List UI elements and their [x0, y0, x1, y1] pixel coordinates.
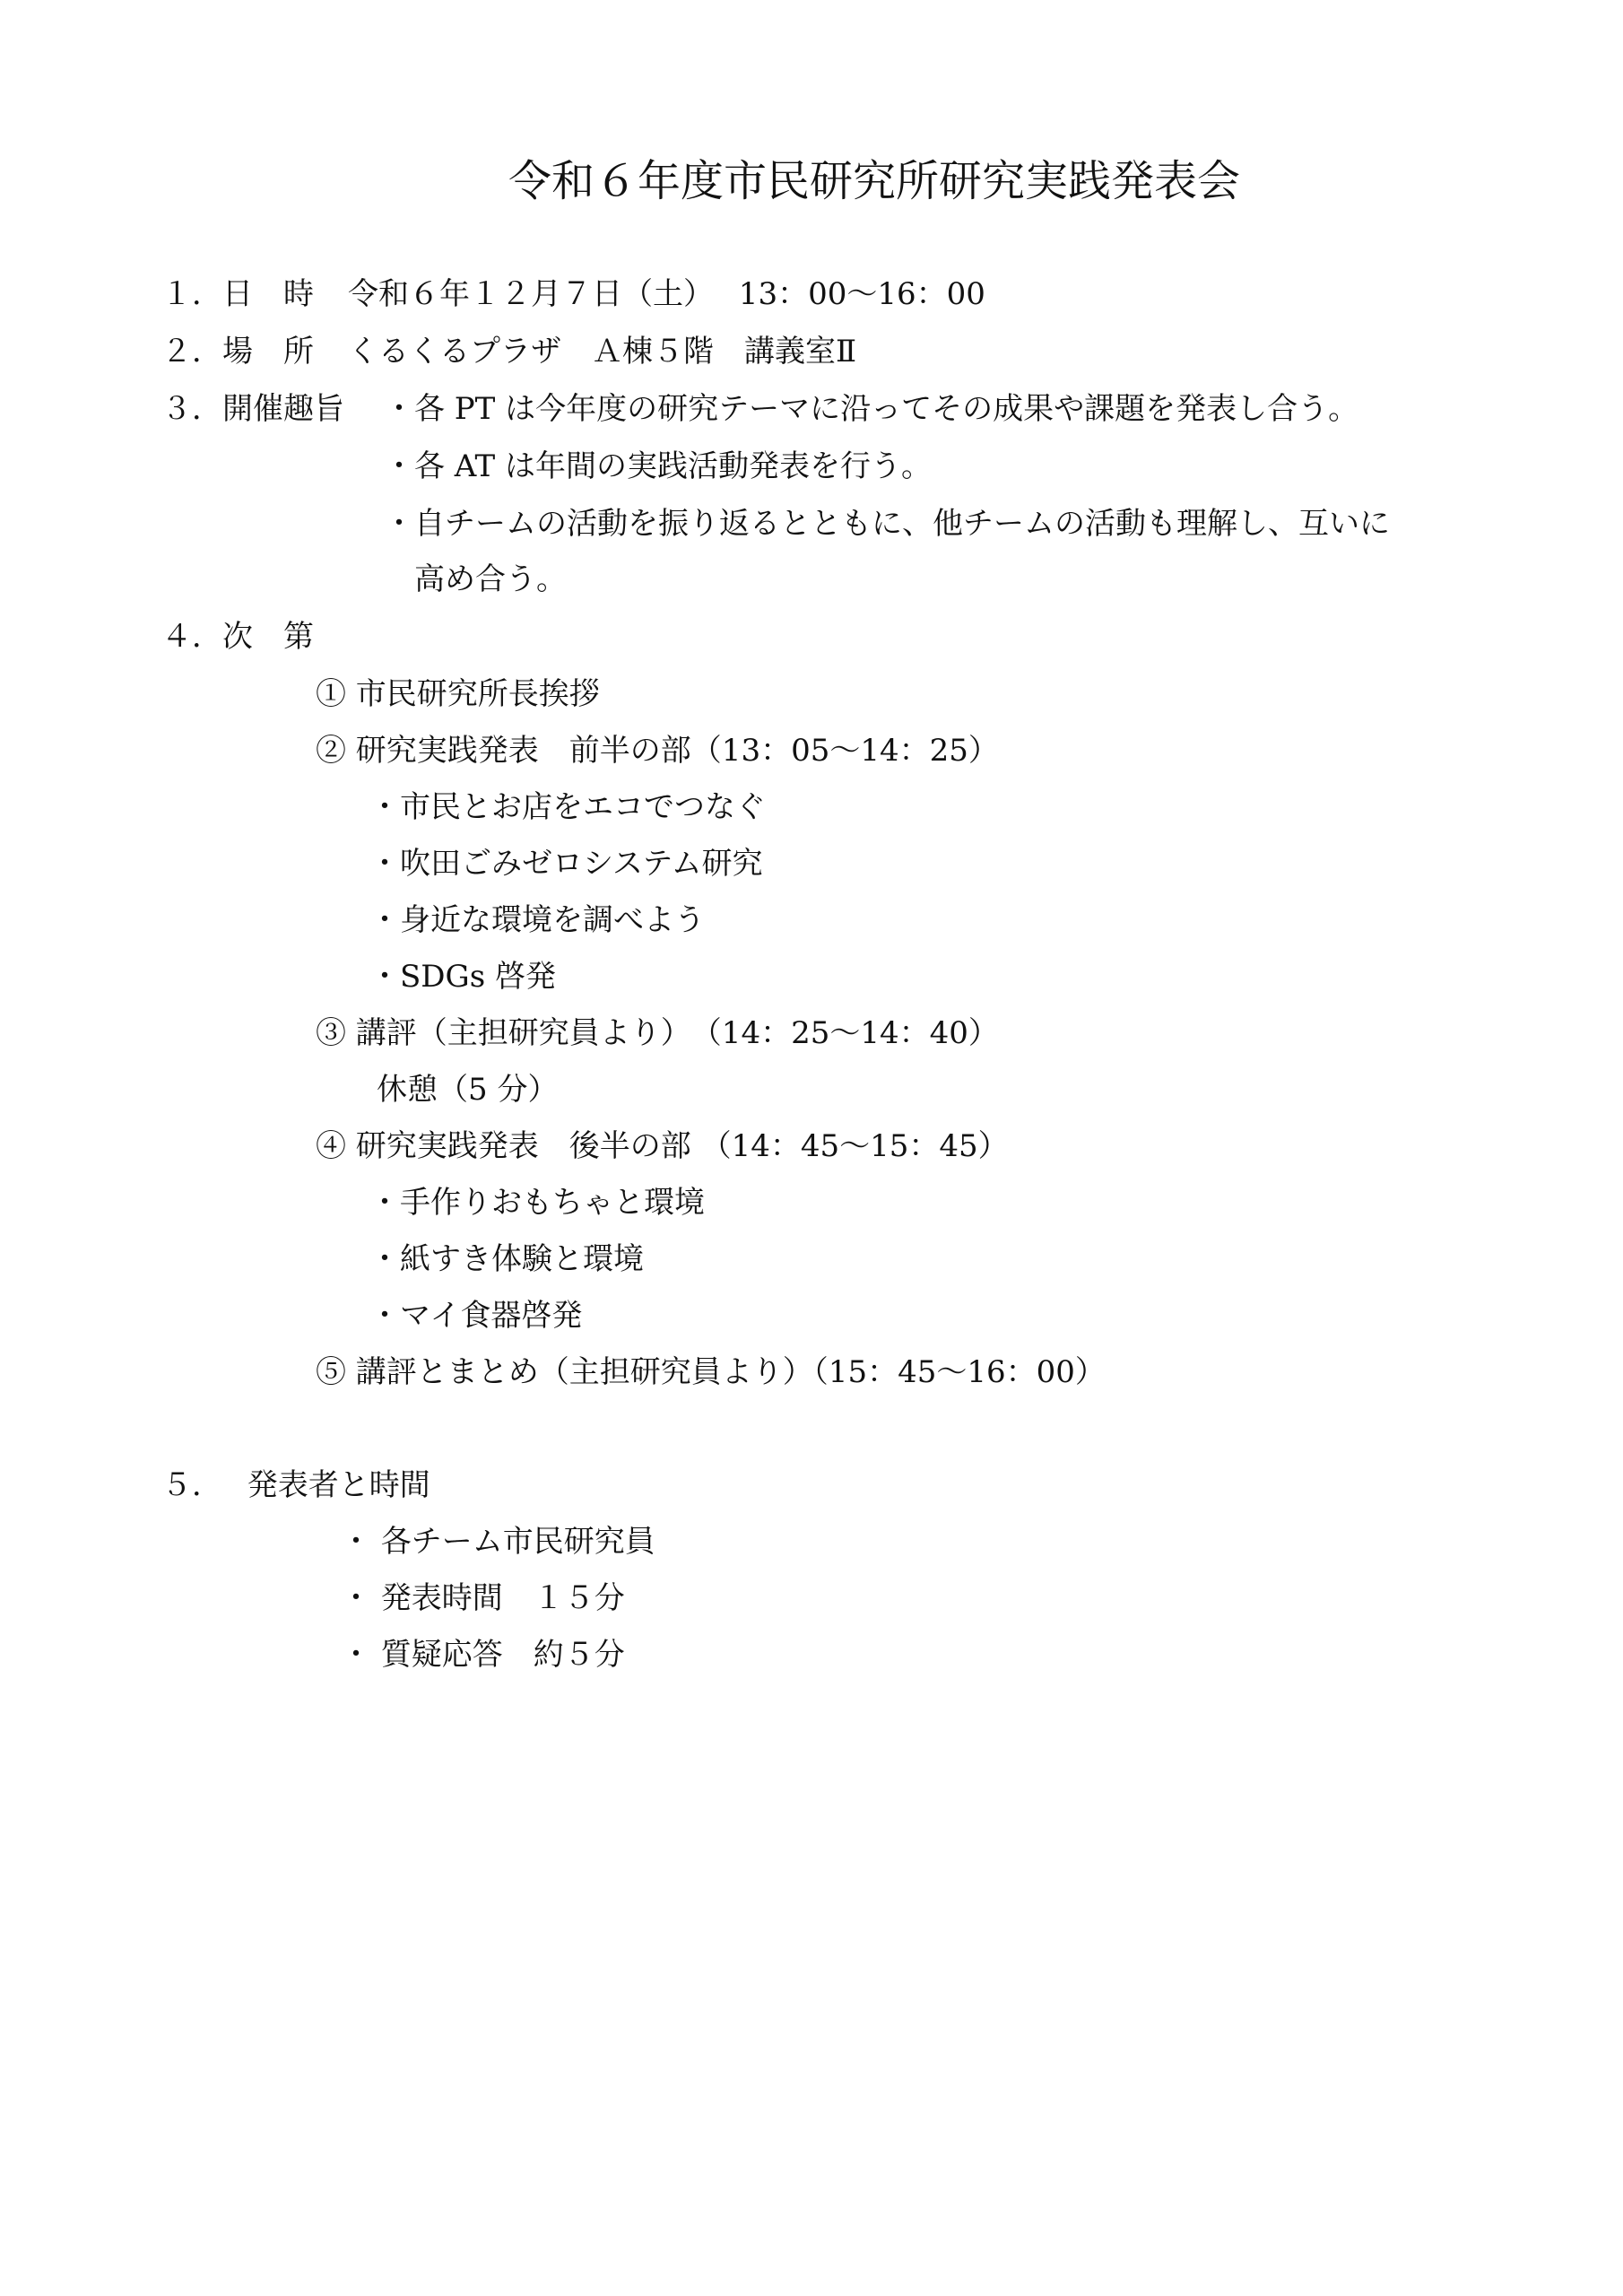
datetime-label: １．日 時 — [161, 276, 314, 312]
purpose-label: ３．開催趣旨 — [161, 391, 344, 427]
program-presentation: ・市民とお店をエコでつなぐ — [369, 789, 766, 825]
presenters-item: ・ 各チーム市民研究員 — [341, 1524, 655, 1560]
document-title: 令和６年度市民研究所研究実践発表会 — [508, 156, 1240, 206]
program-presentation: ・紙すき体験と環境 — [369, 1241, 644, 1277]
presenters-label: ５． 発表者と時間 — [161, 1467, 430, 1503]
place-value: くるくるプラザ Ａ棟５階 講義室Ⅱ — [348, 334, 857, 370]
program-presentation: ・マイ食器啓発 — [369, 1298, 583, 1334]
program-presentation: ・手作りおもちゃと環境 — [369, 1185, 705, 1221]
program-step: ⑤ 講評とまとめ（主担研究員より）（15：45〜16：00） — [316, 1354, 1106, 1390]
datetime-value: 令和６年１２月７日（土） 13：00〜16：00 — [348, 276, 985, 312]
purpose-item: ・自チームの活動を振り返るとともに、他チームの活動も理解し、互いに — [384, 506, 1390, 542]
program-step: ④ 研究実践発表 後半の部 （14：45〜15：45） — [316, 1128, 1009, 1164]
program-label: ４．次 第 — [161, 619, 314, 655]
place-label: ２．場 所 — [161, 334, 314, 370]
program-presentation: ・SDGs 啓発 — [369, 959, 556, 995]
purpose-item-continuation: 高め合う。 — [414, 561, 567, 597]
program-break: 休憩（5 分） — [377, 1072, 559, 1108]
program-step: ① 市民研究所長挨拶 — [316, 676, 600, 712]
program-presentation: ・身近な環境を調べよう — [369, 902, 705, 938]
presenters-item: ・ 質疑応答 約５分 — [341, 1637, 625, 1673]
purpose-item: ・各 PT は今年度の研究テーマに沿ってその成果や課題を発表し合う。 — [384, 391, 1359, 427]
presenters-item: ・ 発表時間 １５分 — [341, 1580, 625, 1616]
program-step: ② 研究実践発表 前半の部（13：05〜14：25） — [316, 733, 999, 769]
program-step: ③ 講評（主担研究員より） （14：25〜14：40） — [316, 1015, 999, 1051]
purpose-item: ・各 AT は年間の実践活動発表を行う。 — [384, 448, 932, 484]
program-presentation: ・吹田ごみゼロシステム研究 — [369, 846, 763, 882]
